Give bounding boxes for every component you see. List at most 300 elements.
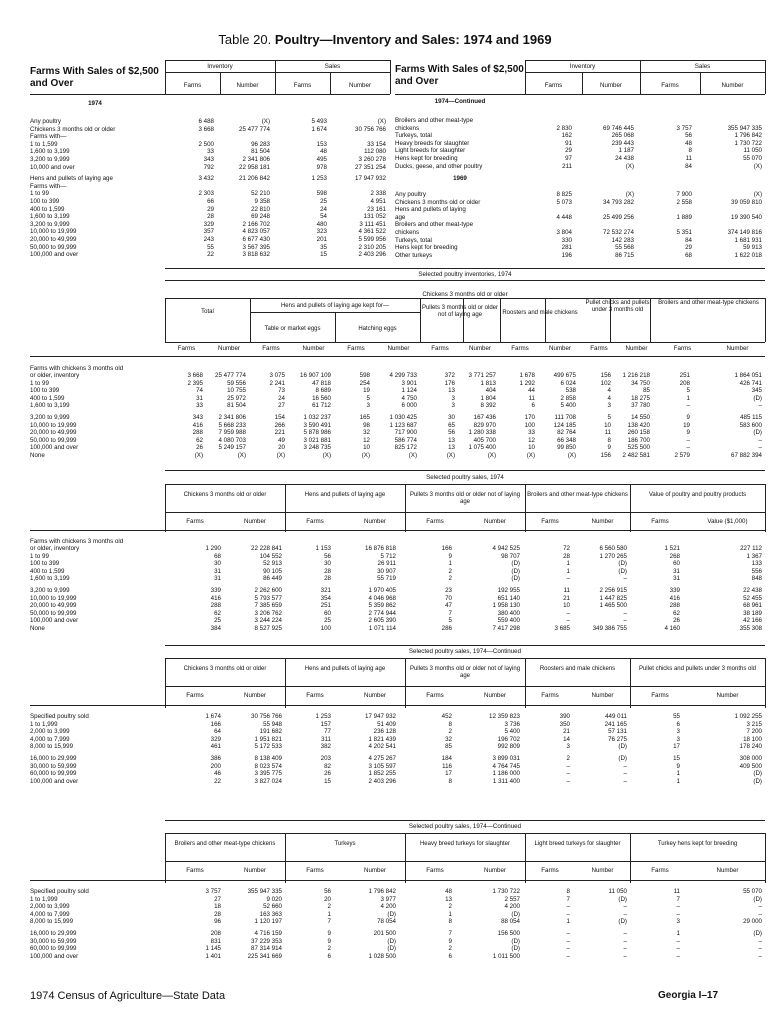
sales2-row-label: 4,000 to 7,999	[30, 735, 70, 743]
rule	[220, 72, 221, 94]
sales3-cell: –	[623, 937, 627, 945]
sales2-cell: 2 403 296	[368, 777, 396, 785]
inventory-cell: 825 172	[394, 444, 417, 452]
sales3-row-label: 8,000 to 15,999	[30, 918, 74, 926]
top-left-cell: 153	[316, 140, 327, 148]
top-left-cell: 343	[203, 156, 214, 163]
inventory-cell: 10	[363, 444, 370, 452]
sales3-subheader: Farms	[186, 867, 204, 874]
sales2-cell: 449 011	[605, 713, 627, 720]
inventory-cell: 34 750	[631, 379, 650, 387]
total-header: Total	[201, 309, 214, 315]
inventory-cell: 8 689	[315, 387, 331, 395]
rule	[765, 484, 766, 532]
top-left-cell: 22	[207, 251, 214, 259]
inventory-cell: 1 280 338	[468, 429, 496, 437]
sales3-cell: 201 500	[373, 930, 396, 937]
inventory-cell: 59 556	[227, 379, 246, 387]
inventory-cell: (X)	[361, 452, 370, 459]
top-left-cell: 480	[316, 220, 327, 228]
top-left-cell: 4 361 522	[358, 228, 386, 236]
sales1-cell: 1 290	[205, 545, 221, 552]
sales-title: Selected poultry sales, 1974	[426, 474, 504, 481]
sales1-cell: 26	[673, 617, 680, 625]
inventory-cell: 99 850	[557, 444, 576, 452]
inventory-row-label: None	[30, 452, 45, 459]
top-right-1969-cell: 374 149 816	[727, 229, 762, 236]
sales2-cell: 461	[210, 743, 221, 751]
sales2-cell: 8 023 574	[254, 762, 282, 770]
inventory-cell: 66 348	[557, 436, 576, 444]
inventory-cell: 65	[448, 421, 455, 429]
sales3-cell: 96	[214, 918, 221, 926]
inventory-cell: 254	[359, 379, 370, 387]
sales1-cell: 31	[214, 567, 221, 575]
sales3-cell: –	[566, 903, 570, 911]
sales1-cell: 3 685	[554, 625, 570, 632]
sales1-cell: 4 046 968	[368, 594, 396, 602]
sales3-cell: (D)	[387, 910, 396, 918]
inventory-cell: 3 901	[401, 379, 417, 387]
sales1-cell: (D)	[618, 567, 627, 575]
sales2-cell: 1 311 400	[492, 777, 520, 785]
inventory-cell: (X)	[526, 452, 535, 459]
sales1-cell: 68	[214, 552, 221, 560]
sales1-cell: 31	[673, 567, 680, 575]
sales2-cell: 3 395 775	[254, 770, 282, 778]
top-left-cell: 66	[207, 198, 214, 205]
sales3-cell: 9 020	[266, 895, 282, 903]
top-right-1969-cell: 34 793 282	[603, 198, 634, 206]
top-left-row-label: 10,000 to 19,999	[30, 228, 77, 236]
inventory-cell: 288	[192, 429, 203, 437]
top-left-cell: 27 351 254	[355, 163, 386, 171]
sales3-cell: –	[758, 937, 762, 945]
top-right-cell: 355 947 335	[727, 124, 762, 132]
top-left-cell: 3 260 278	[358, 156, 386, 163]
sales2-subheader: Number	[716, 692, 739, 699]
sales2-column-header: Pullets 3 months old or older not of laying age	[409, 666, 521, 679]
inventory-cell: 525 500	[627, 444, 650, 452]
sales3-cell: 9	[327, 930, 331, 937]
sales2-cell: 409 500	[739, 762, 762, 770]
sales2-cell: (D)	[618, 755, 627, 762]
sales3-row-label: 4,000 to 7,999	[30, 910, 70, 918]
sales2-cell: (D)	[753, 777, 762, 785]
sales3-cell: –	[676, 903, 680, 911]
sales3-cell: 163 363	[259, 910, 282, 918]
roosters-header: Roosters and male chickens	[502, 310, 578, 316]
sales2-row-label: 60,000 to 99,999	[30, 770, 77, 778]
top-right-1969-cell: 7 900	[676, 191, 692, 198]
sales2-cell: 1 186 000	[492, 770, 520, 778]
sales1-cell: 16 876 818	[365, 545, 396, 552]
sales1-cell: –	[566, 617, 570, 625]
sales1-cell: 1 071 114	[368, 625, 396, 632]
sales1-cell: 1	[566, 567, 570, 575]
rule	[500, 298, 501, 342]
inventory-cell: 2 341 806	[218, 414, 246, 421]
inventory-cell: 4 080 703	[218, 436, 246, 444]
top-right-1969-row-label: Any poultry	[395, 191, 426, 198]
sales2-cell: 236 128	[373, 728, 396, 736]
inventory-cell: 5	[686, 387, 690, 395]
rule	[165, 298, 765, 299]
farms-header: Farms	[431, 345, 449, 352]
top-left-row-label: 3,200 to 9,999	[30, 156, 70, 163]
sales3-subheader: Farms	[426, 867, 444, 874]
sales2-cell: 386	[210, 755, 221, 762]
stub-header-right: Farms With Sales of $2,500 and Over	[395, 64, 524, 87]
sales2-cell: 1 852 255	[368, 770, 396, 778]
sales3-subheader: Farms	[651, 867, 669, 874]
top-left-row-label: Chickens 3 months old or older	[30, 125, 116, 133]
top-right-1969-cell: 281	[561, 244, 572, 252]
sales1-cell: 355 308	[739, 625, 762, 632]
footer-page: Georgia I–17	[658, 990, 719, 1001]
top-right-1969-cell: 3 804	[556, 229, 572, 236]
top-left-cell: 24	[320, 205, 327, 213]
sales1-cell: 1	[566, 560, 570, 568]
inventory-cell: 4	[607, 394, 611, 402]
inventory-cell: –	[758, 402, 762, 410]
inventory-cell: 8	[607, 436, 611, 444]
sales1-cell: 2	[448, 567, 452, 575]
sales2-cell: (D)	[753, 770, 762, 778]
sales3-cell: 1 401	[205, 952, 221, 960]
inventory-row-label: 100,000 and over	[30, 444, 79, 452]
inventory-cell: 7 959 988	[218, 429, 246, 437]
number-header: Number	[217, 345, 240, 352]
sales2-cell: –	[566, 762, 570, 770]
sales1-cell: 2 774 944	[368, 609, 396, 617]
sales3-cell: 9	[448, 937, 452, 945]
sales3-cell: 1 796 842	[368, 888, 396, 895]
top-left-cell: 30 756 766	[355, 125, 386, 133]
year-1969-label: 1969	[453, 175, 467, 182]
sales1-cell: 559 400	[497, 617, 520, 625]
sales1-cell: 31	[673, 575, 680, 583]
sales1-cell: (D)	[511, 560, 520, 568]
inventory-cell: 19	[363, 387, 370, 395]
sales3-cell: 7	[566, 895, 570, 903]
inventory-cell: (D)	[753, 394, 762, 402]
sales3-cell: 1 120 197	[254, 918, 282, 926]
top-left-cell: 6 488	[198, 118, 214, 125]
top-left-row-label: 10,000 and over	[30, 163, 75, 171]
sales3-cell: 1	[676, 930, 680, 937]
inventory-cell: 372	[444, 372, 455, 379]
sales1-cell: 2	[448, 575, 452, 583]
top-right-cell: 3 757	[676, 124, 692, 132]
inventory-row-label: 20,000 to 49,999	[30, 429, 77, 437]
rule	[765, 658, 766, 708]
inventory-cell: 1 864 051	[734, 372, 762, 379]
top-left-cell: 35	[320, 243, 327, 251]
rule	[165, 60, 390, 61]
inventory-cell: 74	[196, 387, 203, 395]
sales2-cell: –	[566, 777, 570, 785]
sales2-cell: 3	[676, 728, 680, 736]
sales-subheader: Value ($1,000)	[707, 518, 748, 525]
sales3-cell: 6	[327, 952, 331, 960]
top-left-cell: 21 206 842	[239, 175, 270, 183]
sales3-cell: 4 200	[504, 903, 520, 911]
sales1-row-label: 1 to 99	[30, 552, 49, 560]
rule	[165, 268, 765, 269]
sales3-row-label: 2,000 to 3,999	[30, 903, 70, 911]
top-right-cell: 24 438	[615, 155, 634, 162]
sales2-cell: 3 736	[504, 720, 520, 728]
sales2-cell: 992 809	[497, 743, 520, 751]
inventory-cell: 6 024	[560, 379, 576, 387]
sales2-cell: 329	[210, 735, 221, 743]
top-right-1969-cell: 5 073	[556, 198, 572, 206]
top-left-cell: 6 677 430	[242, 236, 270, 243]
sales-subheader: Number	[591, 518, 614, 525]
sales3-cell: 9	[327, 937, 331, 945]
top-left-cell: 15	[320, 251, 327, 259]
sales2-cell: 178 240	[739, 743, 762, 751]
sales2-cell: –	[623, 770, 627, 778]
sales1-cell: 21	[563, 594, 570, 602]
top-left-row-label: 1 to 1,599	[30, 140, 58, 148]
top-right-cell: 48	[685, 139, 692, 147]
rule	[30, 94, 390, 95]
row-stub: or older, inventory	[30, 545, 80, 552]
sales3-cell: 2	[448, 903, 452, 911]
sales3-subheader: Number	[591, 867, 614, 874]
sales1-row-label: None	[30, 625, 45, 632]
inventory-cell: 44	[528, 387, 535, 395]
farms-header: Farms	[590, 345, 608, 352]
inventory-cell: 717 900	[394, 429, 417, 437]
sales3-cell: –	[566, 910, 570, 918]
rule	[165, 342, 765, 343]
number-header: Number	[625, 345, 648, 352]
sales1-cell: 22 228 841	[251, 545, 282, 552]
top-right-cell: 11	[685, 155, 692, 162]
sales3-cell: (D)	[511, 945, 520, 953]
sales1-cell: 2 262 600	[254, 587, 282, 594]
sales3-cell: 1 011 500	[492, 952, 520, 960]
sales3-cell: 28	[214, 910, 221, 918]
top-left-cell: 25 477 774	[239, 125, 270, 133]
top-left-cell: 5 599 956	[358, 236, 386, 243]
sales3-cell: (D)	[511, 937, 520, 945]
sales2-cell: 77	[324, 728, 331, 736]
sales2-column-header: Pullet chicks and pullets under 3 months old	[638, 666, 757, 672]
inventory-cell: 221	[274, 429, 285, 437]
sales1-row-label: 20,000 to 49,999	[30, 602, 77, 610]
top-left-cell: 3 567 395	[242, 243, 270, 251]
sales3-row-label: 16,000 to 29,999	[30, 930, 77, 937]
top-right-1969-cell: 55 568	[615, 244, 634, 252]
sales2-cell: 3 899 031	[492, 755, 520, 762]
sales3-cell: 37 229 353	[251, 937, 282, 945]
top-right-1969-cell: 8 825	[556, 191, 572, 198]
top-right-1969-cell: 84	[685, 236, 692, 244]
pullet-chicks-header: Pullet chicks and pullets under 3 months old	[585, 300, 650, 313]
sales3-cell: 3 757	[205, 888, 221, 895]
sales1-cell: 339	[669, 587, 680, 594]
sales2-subheader: Farms	[186, 692, 204, 699]
sales2-cell: 157	[320, 720, 331, 728]
top-left-cell: 112 080	[364, 148, 386, 156]
inventory-cell: 208	[679, 379, 690, 387]
inventory-cell: 102	[600, 379, 611, 387]
sales3-cell: (D)	[387, 937, 396, 945]
number-header: Number	[387, 345, 410, 352]
inventory-cell: 111 708	[554, 414, 576, 421]
page-title	[0, 32, 770, 47]
inventory-cell: 598	[359, 372, 370, 379]
sales2-cell: 350	[559, 720, 570, 728]
sales-subheader: Number	[243, 518, 266, 525]
sales-subheader: Farms	[541, 518, 559, 525]
inventory-cell: 9	[607, 444, 611, 452]
sales2-cell: 22	[214, 777, 221, 785]
top-left-cell: 28	[207, 213, 214, 221]
inventory-cell: 24	[278, 394, 285, 402]
inventory-cell: 1 813	[480, 379, 496, 387]
top-left-cell: 96 283	[251, 140, 270, 148]
sales1-cell: 56	[324, 552, 331, 560]
rule	[30, 356, 765, 357]
inventory-cell: 56	[448, 429, 455, 437]
inventory-cell: 3	[366, 402, 370, 410]
sales1-cell: 288	[669, 602, 680, 610]
inventory-cell: 19	[683, 421, 690, 429]
inventory-cell: –	[686, 436, 690, 444]
inventory-cell: 11	[604, 429, 611, 437]
table-title: Poultry—Inventory and Sales:	[274, 32, 460, 47]
sales1-cell: 10	[563, 602, 570, 610]
sales2-cell: 57 131	[608, 728, 627, 736]
sales1-cell: 4 942 525	[492, 545, 520, 552]
sales-column-header: Value of poultry and poultry products	[648, 492, 747, 498]
sales1-cell: 192 955	[497, 587, 520, 594]
sales2-cell: 4 275 267	[368, 755, 396, 762]
inventory-cell: 25 972	[227, 394, 246, 402]
sales1-cell: 30	[324, 560, 331, 568]
sales2-cell: 200	[210, 762, 221, 770]
inventory-cell: 266	[274, 421, 285, 429]
top-left-cell: 2 310 205	[358, 243, 386, 251]
sales3-cell: 7	[448, 930, 452, 937]
sales2-cell: 308 000	[739, 755, 762, 762]
inventory-cell: 583 600	[739, 421, 762, 429]
top-right-cell: 239 443	[611, 139, 634, 147]
sales-subheader: Farms	[651, 518, 669, 525]
sales3-cell: 156 500	[497, 930, 520, 937]
sales3-cell: 88 054	[501, 918, 520, 926]
hatching-eggs-header: Hatching eggs	[358, 326, 397, 332]
top-left-cell: 357	[203, 228, 214, 236]
sales3-cell: 1 730 722	[492, 888, 520, 895]
inventory-cell: 16 560	[312, 394, 331, 402]
inventory-cell: 1 292	[519, 379, 535, 387]
inventory-cell: 4	[607, 387, 611, 395]
inventory-cell: 586 774	[394, 436, 417, 444]
sales1-cell: 60	[324, 609, 331, 617]
table-number: Table 20.	[218, 32, 272, 47]
sales1-cell: 30 907	[377, 567, 396, 575]
sales3-cell: –	[758, 910, 762, 918]
sales2-cell: 3 215	[746, 720, 762, 728]
sales-subheader: Farms	[306, 518, 324, 525]
sales3-cell: 48	[445, 888, 452, 895]
sales1-cell: 349 386 755	[592, 625, 627, 632]
sales3-cell: 11 050	[608, 888, 627, 895]
top-right-1969-cell: 39 059 810	[731, 198, 762, 206]
sales1-cell: 25	[214, 617, 221, 625]
inventory-row-label: 1,600 to 3,199	[30, 402, 70, 410]
sales-subheader: Number	[363, 518, 386, 525]
inventory-cell: 3	[607, 402, 611, 410]
top-right-1969-cell: 86 715	[615, 251, 634, 259]
inventory-cell: 5 249 157	[218, 444, 246, 452]
inventory-cell: 156	[600, 372, 611, 379]
sales1-cell: 62	[214, 609, 221, 617]
rule	[330, 72, 331, 94]
number-header: Number	[468, 345, 491, 352]
inventory-cell: 404	[485, 387, 496, 395]
inventory-cell: –	[686, 402, 690, 410]
sales2-cell: 241 165	[604, 720, 627, 728]
rule	[165, 72, 390, 73]
top-right-1969-cell: 2 558	[676, 198, 692, 206]
sales2-cell: 1 092 255	[734, 713, 762, 720]
sales1-cell: 22 438	[743, 587, 762, 594]
top-left-cell: 201	[316, 236, 327, 243]
inventory-cell: (X)	[194, 452, 203, 459]
rule	[30, 705, 765, 706]
sales1-cell: 133	[751, 560, 762, 568]
farms-header: Farms	[262, 345, 280, 352]
inventory-row-label: 3,200 to 9,999	[30, 414, 70, 421]
sales1-cell: 268	[669, 552, 680, 560]
inventory-cell: 98	[363, 421, 370, 429]
top-left-cell: 5 493	[311, 118, 327, 125]
sales-column-header: Chickens 3 months old or older	[183, 492, 267, 498]
sales2-column-header: Roosters and male chickens	[539, 666, 616, 672]
sales2-subheader: Farms	[306, 692, 324, 699]
sales-subheader: Number	[483, 518, 506, 525]
top-right-1969-row-label: age	[395, 213, 406, 221]
top-left-cell: 22 810	[251, 205, 270, 213]
inventory-cell: 62	[196, 436, 203, 444]
top-left-cell: 329	[203, 220, 214, 228]
sales1-cell: 3 244 224	[254, 617, 282, 625]
inventory-cell: 13	[448, 387, 455, 395]
rule	[765, 833, 766, 883]
rule	[165, 645, 765, 646]
sales1-cell: 98 707	[501, 552, 520, 560]
sales3-cell: 13	[445, 895, 452, 903]
sales2-cell: 1 253	[315, 713, 331, 720]
top-right-1969-cell: (X)	[625, 191, 634, 198]
rule	[765, 298, 766, 342]
sales1-cell: 25	[324, 617, 331, 625]
sales1-cell: 2 605 390	[368, 617, 396, 625]
inventory-cell: 5 400	[560, 402, 576, 410]
sales-column-header: Pullets 3 months old or older not of laying age	[409, 492, 521, 505]
rule	[390, 60, 391, 94]
sales2-subheader: Farms	[541, 692, 559, 699]
sales2-cell: 82	[324, 762, 331, 770]
rule	[525, 60, 765, 61]
